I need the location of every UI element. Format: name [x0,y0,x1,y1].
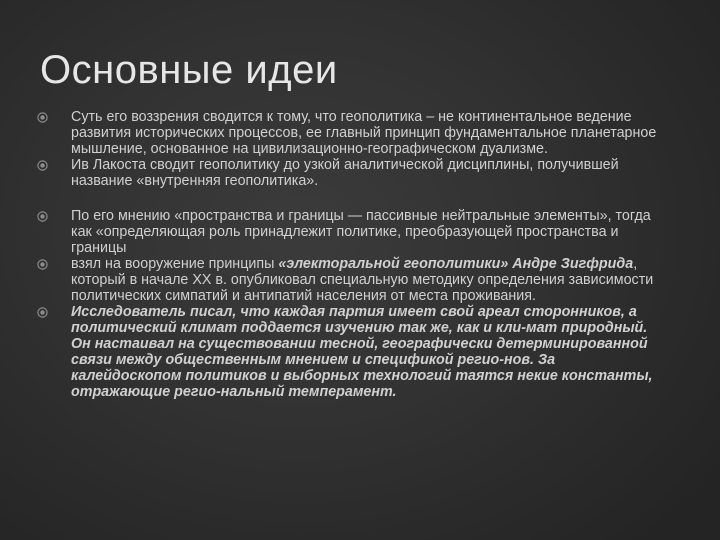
bullet-text: По его мнению «пространства и границы — пассивные нейтральные элементы», тогда как «определяющая роль принадлежит политике, преобразующей пространства и границы [71,208,651,256]
bullet-text-emphasis: «электоральной геополитики» Андре Зигфрида [278,256,634,272]
circled-dot-icon [37,259,48,270]
bullet-item [37,109,667,157]
circled-dot-icon [37,112,48,123]
bullet-text-part: взял на вооружение принципы [71,256,279,272]
bullet-text: Суть его воззрения сводится к тому, что геополитика – не континентальное ведение развития исторических процессов, ее главный принцип фундаментальное планетарное мышление, основанное на цивилизационно-географическом дуализме. [71,109,657,157]
bullet-item [37,304,667,400]
bullet-text: Исследователь писал, что каждая партия имеет свой ареал сторонников, а политический климат поддается изучению так же, как и кли-мат природный. Он настаивал на существовании тесной, географически детерминированной связи между общественным мнением и спецификой регио-нов. За калейдоскопом политиков и выборных технологий таятся некие константы, отражающие регио-нальный темперамент. [71,304,653,400]
bullet-text [71,256,653,304]
circled-dot-icon [37,211,48,222]
circled-dot-icon [37,307,48,318]
bullet-list [37,109,667,400]
bullet-item [37,256,667,304]
bullet-text-part: , который в начале XX в. опубликовал специальную методику определения зависимости политических симпатий и антипатий населения от места проживания. [71,256,654,304]
bullet-text: Ив Лакоста сводит геополитику до узкой аналитической дисциплины, получившей название «внутренняя геополитика». [71,157,619,189]
slide-title: Основные идеи [40,48,338,92]
bullet-item [37,157,667,189]
bullet-item [37,208,667,256]
circled-dot-icon [37,160,48,171]
